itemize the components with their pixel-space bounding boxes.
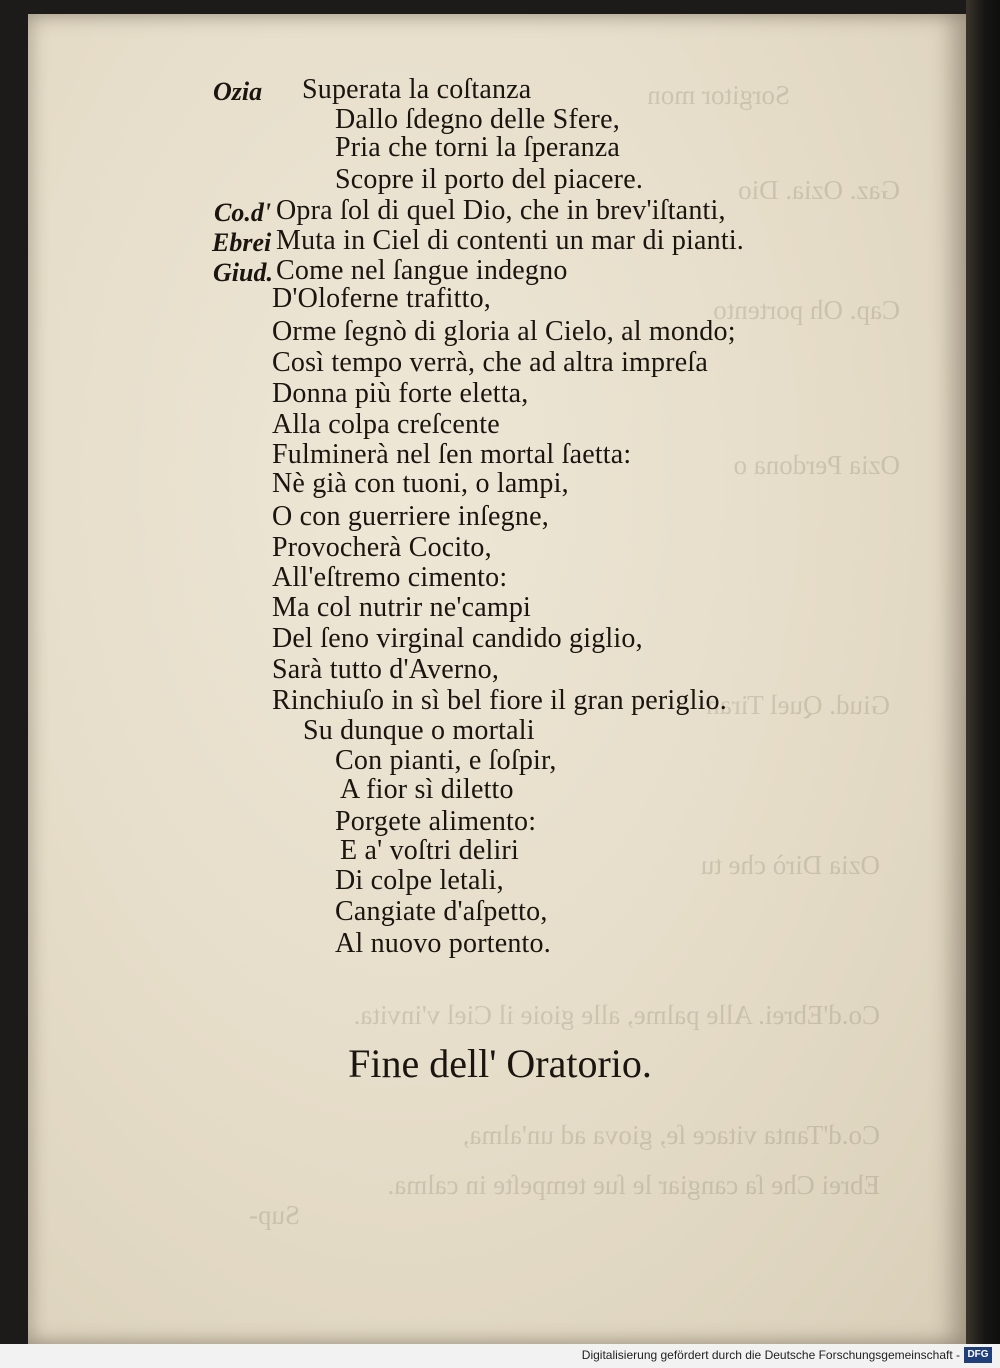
verse-line: Scopre il porto del piacere.	[335, 164, 644, 195]
verse-line: Donna più forte eletta,	[272, 378, 529, 409]
bleed-through-text: Ozia Perdona o	[733, 450, 900, 480]
verse-line: Del ſeno virginal candido giglio,	[272, 623, 643, 654]
verse-line: Porgete alimento:	[335, 806, 537, 837]
bleed-through-text: Co.d'Tanta vitace ſe, giova ad un'alma,	[462, 1120, 880, 1150]
verse-line: Così tempo verrà, che ad altra impreſa	[272, 347, 708, 378]
verse-line: Superata la coſtanza	[302, 74, 532, 105]
footer-credit: Digitalisierung gefördert durch die Deutsche Forschungsgemeinschaft -	[581, 1348, 960, 1362]
verse-line: O con guerriere inſegne,	[272, 501, 549, 532]
bleed-through-text: Ozia Dirò che tu	[700, 850, 880, 880]
bleed-through-text: Ebrei Che ſa cangiar le ſue tempeſte in calma.	[387, 1170, 880, 1200]
bleed-through-text: Cap. Oh portento	[713, 295, 900, 325]
verse-line: Orme ſegnò di gloria al Cielo, al mondo;	[272, 316, 736, 347]
closing-title: Fine dell' Oratorio.	[348, 1041, 652, 1086]
verse-line: Al nuovo portento.	[335, 928, 551, 959]
verse-line: Con pianti, e ſoſpir,	[335, 745, 557, 776]
verse-line: Fulminerà nel ſen mortal ſaetta:	[272, 439, 632, 470]
verse-line: Alla colpa creſcente	[272, 409, 500, 440]
verse-line: Su dunque o mortali	[303, 715, 535, 746]
verse-line: D'Oloferne trafitto,	[272, 283, 491, 314]
verse-line: Ma col nutrir ne'campi	[272, 592, 532, 623]
verse-line: Di colpe letali,	[335, 865, 504, 896]
verse-line: Cangiate d'aſpetto,	[335, 896, 548, 927]
verse-line: Come nel ſangue indegno	[276, 255, 568, 286]
page-binding-edge	[966, 0, 1000, 1344]
verse-line: Sarà tutto d'Averno,	[272, 654, 500, 685]
verse-line: Pria che torni la ſperanza	[335, 132, 621, 163]
speaker-label: Ozia	[213, 77, 263, 106]
verse-line: Dallo ſdegno delle Sfere,	[335, 104, 620, 135]
bleed-through-text: Giud. Quel Tiran	[706, 690, 890, 720]
bleed-through-text: Sorgitor mon	[647, 80, 790, 110]
verse-line: All'eſtremo cimento:	[272, 562, 508, 593]
verse-line: E a' voſtri deliri	[340, 835, 519, 866]
verse-line: Opra ſol di quel Dio, che in brev'iſtanti,	[276, 195, 726, 226]
bleed-through-text: Sup-	[248, 1200, 300, 1230]
verse-line: Nè già con tuoni, o lampi,	[272, 468, 569, 499]
dfg-logo: DFG	[964, 1347, 992, 1363]
digitization-footer	[0, 1344, 1000, 1368]
speaker-label: Ebrei	[212, 228, 272, 257]
verse-line: Muta in Ciel di contenti un mar di pianti.	[276, 225, 744, 256]
verse-line: A fior sì diletto	[340, 774, 514, 805]
speaker-label: Co.d'	[214, 198, 272, 227]
bleed-through-text: Co.d'Ebrei. Alle palme, alle gioie il Ciel v'invita.	[353, 1000, 880, 1030]
verse-line: Provocherà Cocito,	[272, 532, 492, 563]
speaker-label: Giud.	[213, 258, 273, 287]
bleed-through-text: Gaz. Ozia. Dio	[738, 175, 900, 205]
verse-line: Rinchiuſo in sì bel fiore il gran periglio.	[272, 685, 727, 716]
